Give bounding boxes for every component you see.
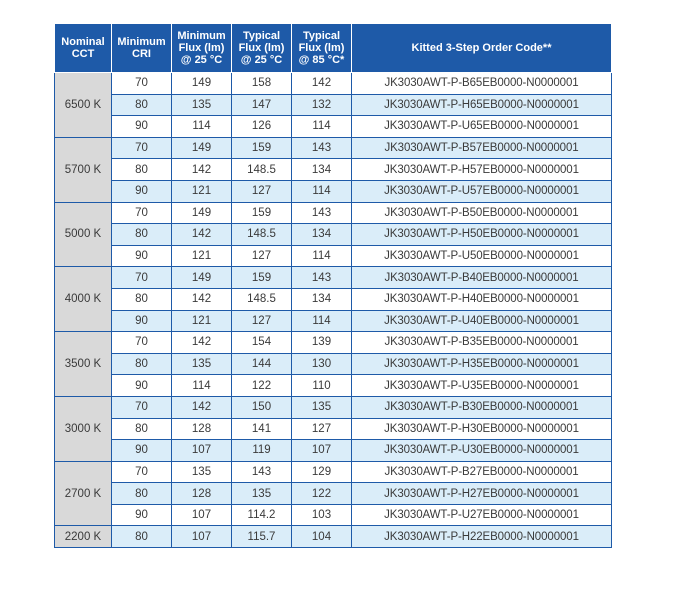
typical-flux-25-cell: 114.2 (232, 504, 292, 526)
cri-cell: 80 (112, 353, 172, 375)
cri-cell: 90 (112, 375, 172, 397)
cri-cell: 70 (112, 73, 172, 95)
typical-flux-85-cell: 114 (292, 245, 352, 267)
order-code-cell: JK3030AWT-P-U50EB0000-N0000001 (352, 245, 612, 267)
typical-flux-85-cell: 132 (292, 94, 352, 116)
min-flux-cell: 135 (172, 94, 232, 116)
typical-flux-25-cell: 127 (232, 245, 292, 267)
cri-cell: 90 (112, 504, 172, 526)
table-body (55, 73, 612, 548)
typical-flux-85-cell: 114 (292, 310, 352, 332)
table-row (55, 267, 612, 289)
min-flux-cell: 107 (172, 440, 232, 462)
cri-cell: 90 (112, 440, 172, 462)
table-row (55, 375, 612, 397)
min-flux-cell: 107 (172, 526, 232, 548)
min-flux-cell: 149 (172, 267, 232, 289)
typical-flux-85-cell: 127 (292, 418, 352, 440)
typical-flux-25-cell: 148.5 (232, 159, 292, 181)
header-nominal-cct (55, 24, 112, 73)
table-row (55, 310, 612, 332)
typical-flux-85-cell: 134 (292, 159, 352, 181)
typical-flux-25-cell: 147 (232, 94, 292, 116)
cct-cell: 2700 K (55, 461, 112, 526)
header-line: @ 85 °C* (298, 54, 345, 66)
typical-flux-25-cell: 122 (232, 375, 292, 397)
order-code-cell: JK3030AWT-P-H65EB0000-N0000001 (352, 94, 612, 116)
table-row (55, 137, 612, 159)
cri-cell: 70 (112, 396, 172, 418)
header-line: @ 25 °C (180, 54, 223, 66)
order-code-cell: JK3030AWT-P-B40EB0000-N0000001 (352, 267, 612, 289)
min-flux-cell: 128 (172, 418, 232, 440)
order-code-cell: JK3030AWT-P-H40EB0000-N0000001 (352, 288, 612, 310)
typical-flux-25-cell: 148.5 (232, 224, 292, 246)
typical-flux-85-cell: 135 (292, 396, 352, 418)
typical-flux-85-cell: 107 (292, 440, 352, 462)
typical-flux-85-cell: 103 (292, 504, 352, 526)
order-code-cell: JK3030AWT-P-U65EB0000-N0000001 (352, 116, 612, 138)
cct-cell: 3000 K (55, 396, 112, 461)
table-row (55, 159, 612, 181)
typical-flux-25-cell: 127 (232, 180, 292, 202)
table-row (55, 418, 612, 440)
order-code-cell: JK3030AWT-P-B65EB0000-N0000001 (352, 73, 612, 95)
min-flux-cell: 135 (172, 353, 232, 375)
cri-cell: 70 (112, 267, 172, 289)
order-code-cell: JK3030AWT-P-H22EB0000-N0000001 (352, 526, 612, 548)
min-flux-cell: 114 (172, 116, 232, 138)
typical-flux-25-cell: 148.5 (232, 288, 292, 310)
order-code-cell: JK3030AWT-P-B57EB0000-N0000001 (352, 137, 612, 159)
typical-flux-85-cell: 114 (292, 180, 352, 202)
order-code-cell: JK3030AWT-P-B35EB0000-N0000001 (352, 332, 612, 354)
header-line: CRI (132, 48, 151, 60)
order-code-cell: JK3030AWT-P-U35EB0000-N0000001 (352, 375, 612, 397)
min-flux-cell: 142 (172, 288, 232, 310)
typical-flux-85-cell: 142 (292, 73, 352, 95)
table-row (55, 245, 612, 267)
table-row (55, 73, 612, 95)
cri-cell: 70 (112, 137, 172, 159)
typical-flux-85-cell: 134 (292, 288, 352, 310)
cri-cell: 70 (112, 332, 172, 354)
typical-flux-85-cell: 104 (292, 526, 352, 548)
order-code-cell: JK3030AWT-P-H35EB0000-N0000001 (352, 353, 612, 375)
typical-flux-85-cell: 129 (292, 461, 352, 483)
order-code-cell: JK3030AWT-P-H50EB0000-N0000001 (352, 224, 612, 246)
min-flux-cell: 114 (172, 375, 232, 397)
typical-flux-25-cell: 159 (232, 202, 292, 224)
header-minimum-flux (172, 24, 232, 73)
header-line: Typical (302, 30, 341, 42)
table-row (55, 440, 612, 462)
min-flux-cell: 128 (172, 483, 232, 505)
typical-flux-85-cell: 130 (292, 353, 352, 375)
min-flux-cell: 149 (172, 73, 232, 95)
table-row (55, 483, 612, 505)
typical-flux-25-cell: 154 (232, 332, 292, 354)
table-row (55, 396, 612, 418)
table-row (55, 353, 612, 375)
min-flux-cell: 121 (172, 310, 232, 332)
typical-flux-25-cell: 135 (232, 483, 292, 505)
cri-cell: 80 (112, 526, 172, 548)
header-typical-flux-85 (292, 24, 352, 73)
order-code-cell: JK3030AWT-P-B50EB0000-N0000001 (352, 202, 612, 224)
min-flux-cell: 149 (172, 137, 232, 159)
cri-cell: 90 (112, 116, 172, 138)
typical-flux-85-cell: 143 (292, 137, 352, 159)
order-code-cell: JK3030AWT-P-U57EB0000-N0000001 (352, 180, 612, 202)
typical-flux-25-cell: 141 (232, 418, 292, 440)
typical-flux-85-cell: 122 (292, 483, 352, 505)
table-row (55, 288, 612, 310)
header-minimum-cri (112, 24, 172, 73)
order-code-cell: JK3030AWT-P-B30EB0000-N0000001 (352, 396, 612, 418)
typical-flux-85-cell: 134 (292, 224, 352, 246)
cri-cell: 80 (112, 418, 172, 440)
typical-flux-25-cell: 127 (232, 310, 292, 332)
typical-flux-85-cell: 143 (292, 202, 352, 224)
typical-flux-25-cell: 115.7 (232, 526, 292, 548)
typical-flux-85-cell: 139 (292, 332, 352, 354)
cri-cell: 90 (112, 310, 172, 332)
min-flux-cell: 142 (172, 332, 232, 354)
cct-cell: 6500 K (55, 73, 112, 138)
cct-cell: 3500 K (55, 332, 112, 397)
order-code-cell: JK3030AWT-P-U30EB0000-N0000001 (352, 440, 612, 462)
order-code-cell: JK3030AWT-P-H27EB0000-N0000001 (352, 483, 612, 505)
table-row (55, 116, 612, 138)
cct-cell: 2200 K (55, 526, 112, 548)
min-flux-cell: 121 (172, 245, 232, 267)
typical-flux-25-cell: 159 (232, 267, 292, 289)
table-row (55, 504, 612, 526)
table-row (55, 224, 612, 246)
header-line: Minimum (177, 30, 226, 42)
header-line: Flux (lm) (298, 42, 345, 54)
header-row (55, 24, 612, 73)
order-code-cell: JK3030AWT-P-H30EB0000-N0000001 (352, 418, 612, 440)
min-flux-cell: 107 (172, 504, 232, 526)
header-line: Typical (242, 30, 281, 42)
min-flux-cell: 142 (172, 224, 232, 246)
header-order-code: Kitted 3-Step Order Code** (352, 24, 612, 73)
cri-cell: 90 (112, 245, 172, 267)
cri-cell: 90 (112, 180, 172, 202)
table-row (55, 526, 612, 548)
header-line: Nominal (61, 36, 105, 48)
table-row (55, 202, 612, 224)
cct-cell: 5700 K (55, 137, 112, 202)
typical-flux-25-cell: 143 (232, 461, 292, 483)
typical-flux-85-cell: 110 (292, 375, 352, 397)
table-row (55, 332, 612, 354)
typical-flux-25-cell: 119 (232, 440, 292, 462)
header-line: CCT (71, 48, 95, 60)
header-typical-flux-25 (232, 24, 292, 73)
min-flux-cell: 142 (172, 396, 232, 418)
table-row (55, 94, 612, 116)
cri-cell: 70 (112, 202, 172, 224)
typical-flux-85-cell: 114 (292, 116, 352, 138)
cri-cell: 70 (112, 461, 172, 483)
header-line: Flux (lm) (238, 42, 285, 54)
typical-flux-25-cell: 150 (232, 396, 292, 418)
typical-flux-25-cell: 126 (232, 116, 292, 138)
table-row (55, 180, 612, 202)
table-row (55, 461, 612, 483)
order-code-cell: JK3030AWT-P-B27EB0000-N0000001 (352, 461, 612, 483)
order-code-cell: JK3030AWT-P-U40EB0000-N0000001 (352, 310, 612, 332)
min-flux-cell: 142 (172, 159, 232, 181)
typical-flux-85-cell: 143 (292, 267, 352, 289)
min-flux-cell: 149 (172, 202, 232, 224)
typical-flux-25-cell: 144 (232, 353, 292, 375)
min-flux-cell: 135 (172, 461, 232, 483)
cri-cell: 80 (112, 288, 172, 310)
typical-flux-25-cell: 159 (232, 137, 292, 159)
header-line: Minimum (117, 36, 166, 48)
cri-cell: 80 (112, 159, 172, 181)
order-code-cell: JK3030AWT-P-U27EB0000-N0000001 (352, 504, 612, 526)
header-line: @ 25 °C (240, 54, 283, 66)
header-line: Flux (lm) (178, 42, 225, 54)
order-code-cell: JK3030AWT-P-H57EB0000-N0000001 (352, 159, 612, 181)
flux-spec-table (54, 23, 612, 548)
cri-cell: 80 (112, 94, 172, 116)
min-flux-cell: 121 (172, 180, 232, 202)
cri-cell: 80 (112, 224, 172, 246)
cct-cell: 4000 K (55, 267, 112, 332)
cct-cell: 5000 K (55, 202, 112, 267)
cri-cell: 80 (112, 483, 172, 505)
typical-flux-25-cell: 158 (232, 73, 292, 95)
